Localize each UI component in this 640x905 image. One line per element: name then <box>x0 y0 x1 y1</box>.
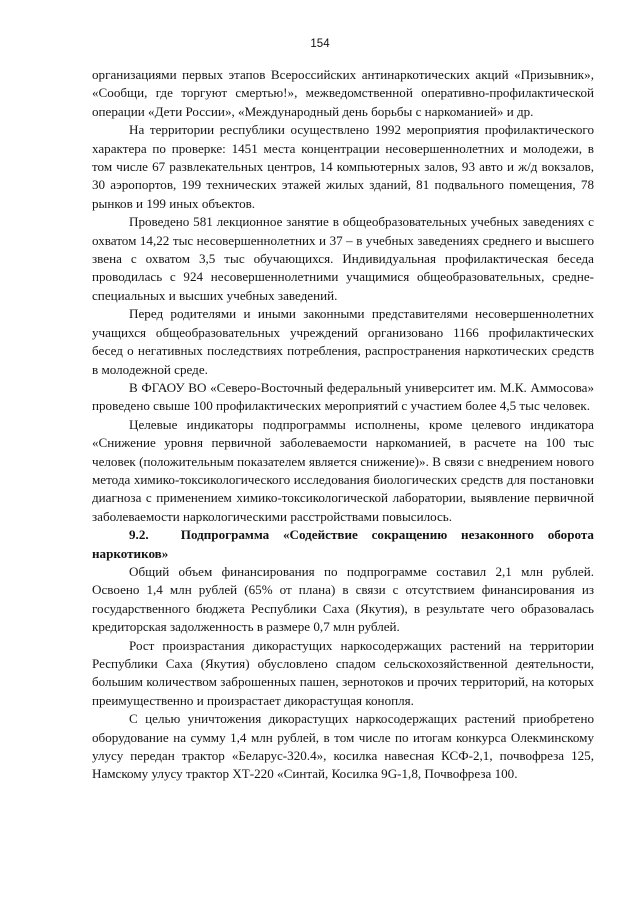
paragraph: Проведено 581 лекционное занятие в общеобразовательных учебных заведениях с охватом 14,22 тыс несовершеннолетних и 37 – в учебных заведениях среднего и высшего звена с охватом 3,5 тыс обучающихся. Индивидуальная профилактическая беседа проводилась с 924 несовершеннолетними учащимися общеобразовательных, средне-специальных и высших учебных заведений. <box>92 214 594 303</box>
paragraph: Общий объем финансирования по подпрограмме составил 2,1 млн рублей. Освоено 1,4 млн рублей (65% от плана) в связи с отсутствием финансирования из государственного бюджета Республики Саха (Якутия), в результате чего образовалась кредиторская задолженность в размере 0,7 млн рублей. <box>92 563 594 635</box>
paragraph: На территории республики осуществлено 1992 мероприятия профилактического характера по проверке: 1451 места концентрации несовершеннолетних и молодежи, в том числе 67 развлекательных центров, 14 компьютерных залов, 93 авто и ж/д вокзалов, 30 аэропортов, 199 технических этажей жилых зданий, 81 подвального помещения, 78 рынков и 199 иных объектов. <box>92 122 594 211</box>
paragraph: С целью уничтожения дикорастущих наркосодержащих растений приобретено оборудование на сумму 1,4 млн рублей, в том числе по итогам конкурса Олекминскому улусу передан трактор «Беларус-320.4», косилка навесная КСФ-2,1, почвофреза 125, Намскому улусу трактор ХТ-220 «Синтай, Косилка 9G-1,8, Почвофреза 100. <box>92 711 594 782</box>
section-heading <box>92 526 594 563</box>
document-body <box>92 66 594 784</box>
section-title: Подпрограмма «Содействие сокращению незаконного оборота наркотиков» <box>92 527 594 561</box>
paragraph: Перед родителями и иными законными представителями несовершеннолетних учащихся общеобразовательных учреждений организовано 1166 профилактических бесед о негативных последствиях потребления, распространения наркотических средств в молодежной среде. <box>92 306 594 377</box>
paragraph: Целевые индикаторы подпрограммы исполнены, кроме целевого индикатора «Снижение уровня первичной заболеваемости наркоманией, в расчете на 100 тыс человек (положительным показателем является снижение)». В связи с внедрением нового метода химико-токсикологического исследования биологических средств для постановки диагноза с применением химико-токсикологической лаборатории, выявление первичной заболеваемости наркологическими расстройствами повысилось. <box>92 416 594 524</box>
paragraph: Рост произрастания дикорастущих наркосодержащих растений на территории Республики Саха (Якутия) обусловлено спадом сельскохозяйственной деятельности, большим количеством заброшенных пашен, зернотоков и прочих территорий, на которых преимущественно и произрастает дикорастущая конопля. <box>92 637 594 708</box>
paragraph: организациями первых этапов Всероссийских антинаркотических акций «Призывник», «Сообщи, где торгуют смертью!», межведомственной оперативно-профилактической операции «Дети России», «Международный день борьбы с наркоманией» и др. <box>92 67 594 119</box>
paragraph: В ФГАОУ ВО «Северо-Восточный федеральный университет им. М.К. Аммосова» проведено свыше 100 профилактических мероприятий с участием более 4,5 тыс человек. <box>92 379 594 414</box>
section-number: 9.2. <box>129 527 149 543</box>
page-number: 154 <box>310 38 330 50</box>
